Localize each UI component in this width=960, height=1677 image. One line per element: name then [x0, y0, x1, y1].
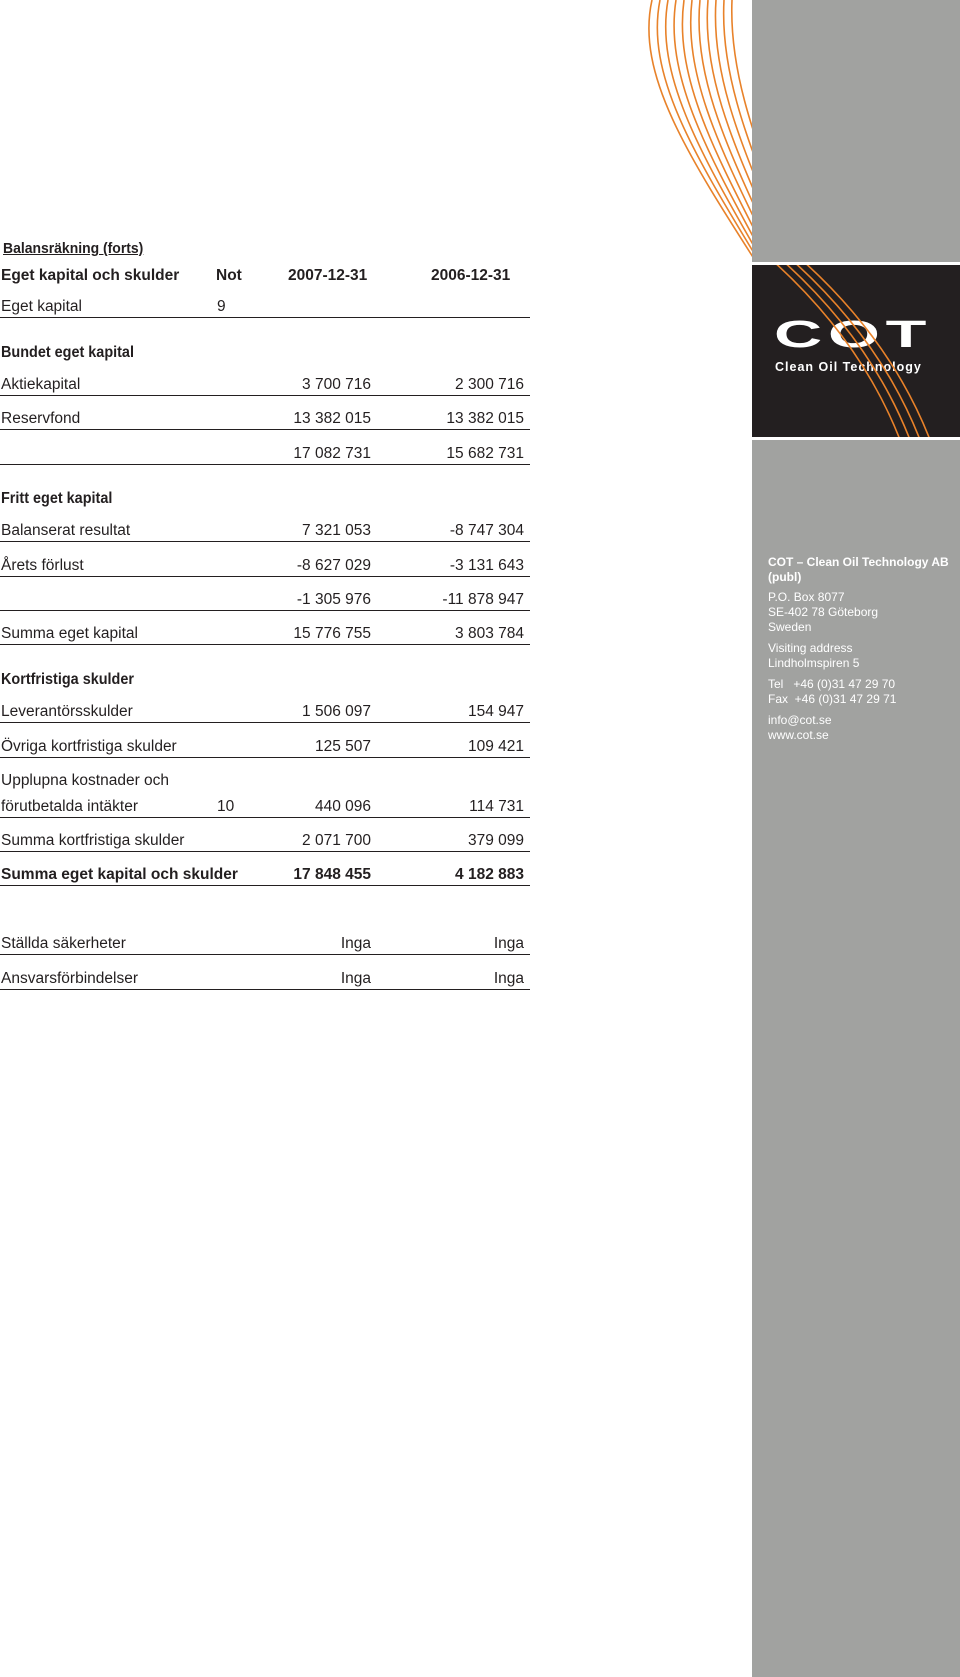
row-ansvarsforbindelser: Ansvarsförbindelser Inga Inga [0, 969, 530, 990]
section-kortfristiga: Kortfristiga skulder [1, 671, 134, 688]
section-fritt: Fritt eget kapital [1, 490, 113, 507]
row-aktiekapital: Aktiekapital 3 700 716 2 300 716 [0, 375, 530, 396]
row-upplupna-kostnader: förutbetalda intäkter 10 440 096 114 731 [0, 797, 530, 818]
logo-mark: COT [774, 312, 933, 356]
table-header-title: Eget kapital och skulder [1, 267, 180, 284]
row-arets-forlust: Årets förlust -8 627 029 -3 131 643 [0, 556, 530, 577]
label-upplupna-line1: Upplupna kostnader och [1, 772, 170, 789]
table-header-note: Not [216, 267, 242, 284]
row-summa-eget-kapital: Summa eget kapital 15 776 755 3 803 784 [0, 624, 530, 645]
page-title: Balansräkning (forts) [3, 240, 144, 257]
row-eget-kapital: Eget kapital 9 [0, 297, 530, 318]
row-ovriga-kortfristiga: Övriga kortfristiga skulder 125 507 109 421 [0, 737, 530, 758]
company-logo [752, 262, 960, 440]
contact-email[interactable]: info@cot.se [768, 713, 832, 727]
sidebar-panel [752, 0, 960, 1677]
contact-company: COT – Clean Oil Technology AB (publ) [768, 555, 949, 584]
contact-fax: Fax +46 (0)31 47 29 71 [768, 692, 897, 706]
contact-country: Sweden [768, 620, 812, 634]
row-summa-kortfristiga: Summa kortfristiga skulder 2 071 700 379 099 [0, 831, 530, 852]
logo-arc-overlay [752, 265, 960, 437]
contact-postal: SE-402 78 Göteborg [768, 605, 879, 619]
table-header-col-b: 2006-12-31 [431, 267, 511, 284]
contact-visiting: Lindholmspiren 5 [768, 656, 860, 670]
row-leverantorsskulder: Leverantörsskulder 1 506 097 154 947 [0, 702, 530, 723]
row-fritt-subtotal: -1 305 976 -11 878 947 [0, 590, 530, 611]
contact-tel: Tel +46 (0)31 47 29 70 [768, 677, 896, 691]
row-balanserat-resultat: Balanserat resultat 7 321 053 -8 747 304 [0, 521, 530, 542]
contact-box: P.O. Box 8077 [768, 590, 845, 604]
contact-block [768, 555, 958, 743]
contact-web[interactable]: www.cot.se [768, 728, 829, 742]
contact-visiting-label: Visiting address [768, 641, 853, 655]
row-reservfond: Reservfond 13 382 015 13 382 015 [0, 409, 530, 430]
logo-tagline: Clean Oil Technology [775, 360, 922, 374]
table-header-col-a: 2007-12-31 [288, 267, 368, 284]
section-bundet: Bundet eget kapital [1, 344, 134, 361]
row-bundet-subtotal: 17 082 731 15 682 731 [0, 444, 530, 465]
row-stallda-sakerheter: Ställda säkerheter Inga Inga [0, 934, 530, 955]
row-summa-total: Summa eget kapital och skulder 17 848 455 4 182 883 [0, 865, 530, 886]
